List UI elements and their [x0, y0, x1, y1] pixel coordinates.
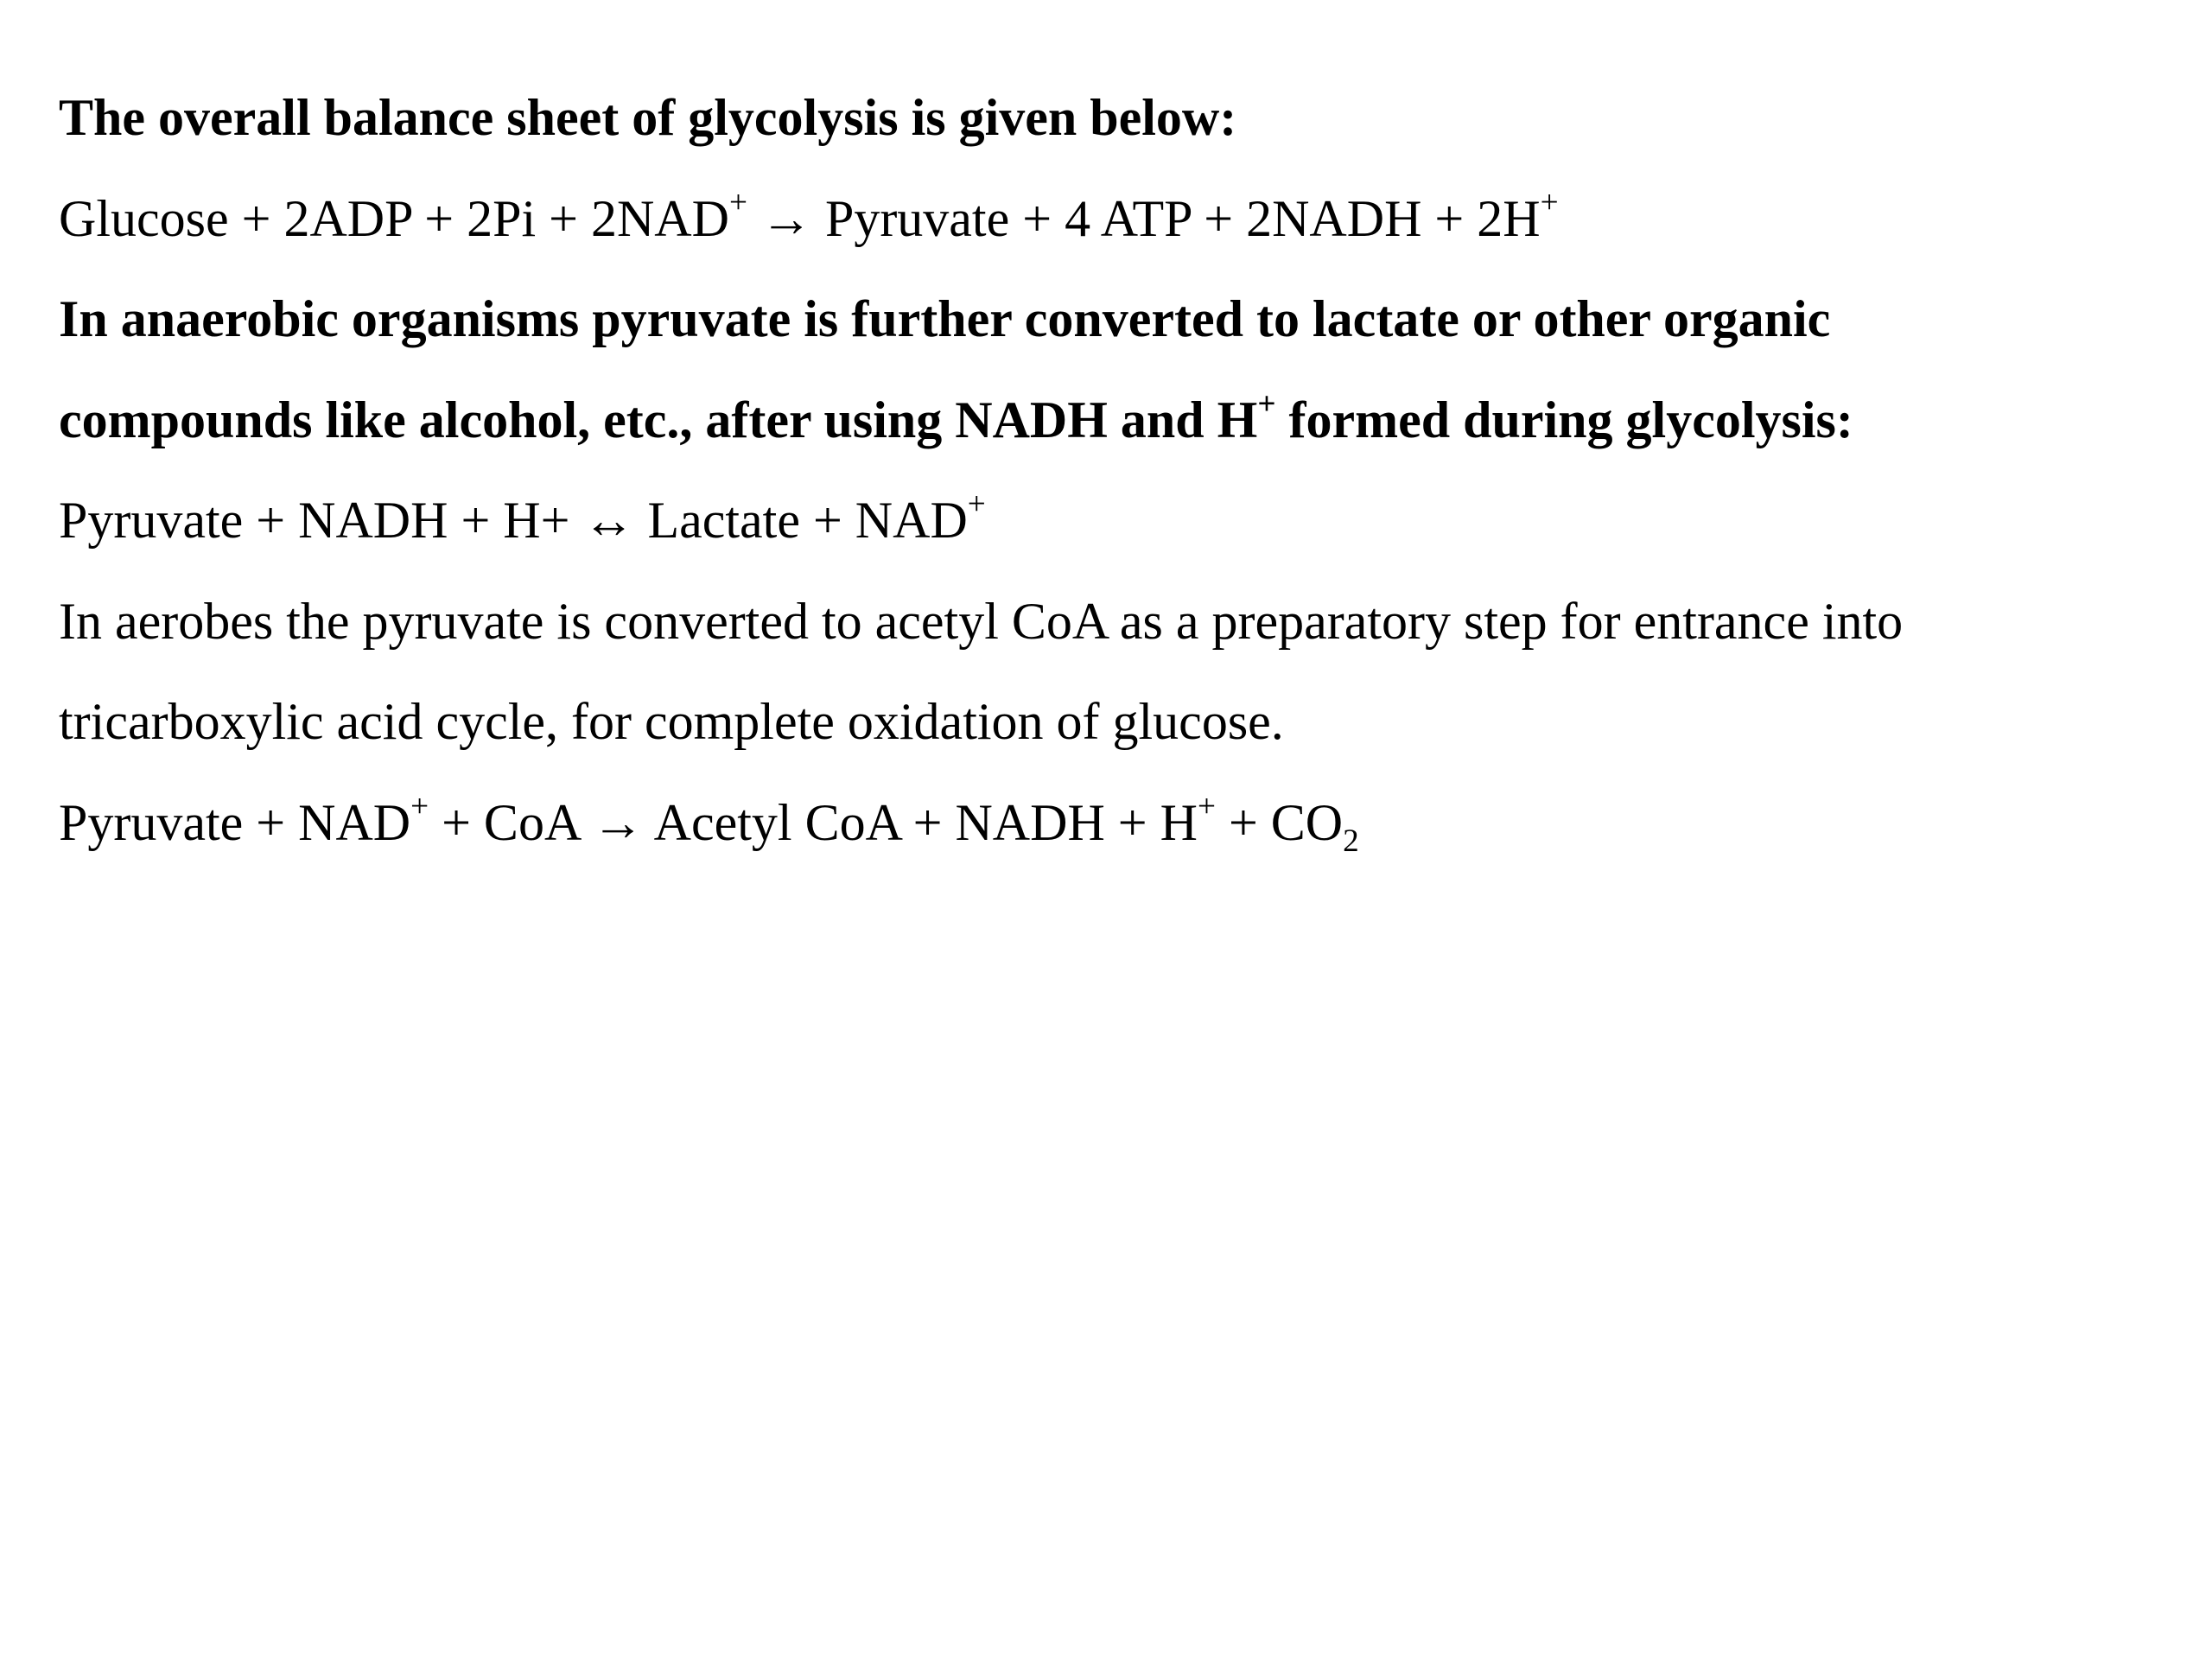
- acetyl-coa-equation: [59, 772, 2167, 874]
- glycolysis-equation-part1: Glucose + 2ADP + 2Pi + 2NAD: [59, 189, 729, 247]
- document-body: [59, 67, 2167, 873]
- hydrogen-charge-superscript: +: [1197, 788, 1216, 824]
- hydrogen-charge-superscript: +: [1540, 184, 1559, 220]
- anaerobic-paragraph-line1: In anaerobic organisms pyruvate is further converted to lactate or other organic: [59, 290, 1831, 347]
- aerobic-paragraph-line2: tricarboxylic acid cycle, for complete oxidation of glucose.: [59, 693, 1284, 750]
- co2-subscript: 2: [1343, 823, 1359, 859]
- lactate-equation-part1: Pyruvate + NADH + H+ ↔ Lactate + NAD: [59, 492, 968, 549]
- acetyl-equation-part2: + CoA → Acetyl CoA + NADH + H: [429, 793, 1198, 851]
- nad-charge-superscript: +: [410, 788, 429, 824]
- anaerobic-line2-part1: compounds like alcohol, etc., after using NADH and H: [59, 391, 1258, 448]
- nad-charge-superscript: +: [728, 184, 747, 220]
- hydrogen-charge-superscript: +: [1257, 385, 1276, 422]
- glycolysis-equation: [59, 168, 2167, 270]
- acetyl-equation-part1: Pyruvate + NAD: [59, 793, 411, 851]
- glycolysis-equation-part2: → Pyruvate + 4 ATP + 2NADH + 2H: [747, 189, 1541, 247]
- balance-sheet-heading: The overall balance sheet of glycolysis is given below:: [59, 89, 1237, 146]
- aerobic-paragraph-line1: In aerobes the pyruvate is converted to acetyl CoA as a preparatory step for entrance into: [59, 592, 1904, 650]
- lactate-equation: [59, 470, 2167, 571]
- acetyl-equation-part3: + CO: [1215, 793, 1344, 851]
- anaerobic-line2-part2: formed during glycolysis:: [1275, 391, 1853, 448]
- anaerobic-paragraph-line2: [59, 370, 2167, 471]
- nad-charge-superscript: +: [967, 486, 986, 523]
